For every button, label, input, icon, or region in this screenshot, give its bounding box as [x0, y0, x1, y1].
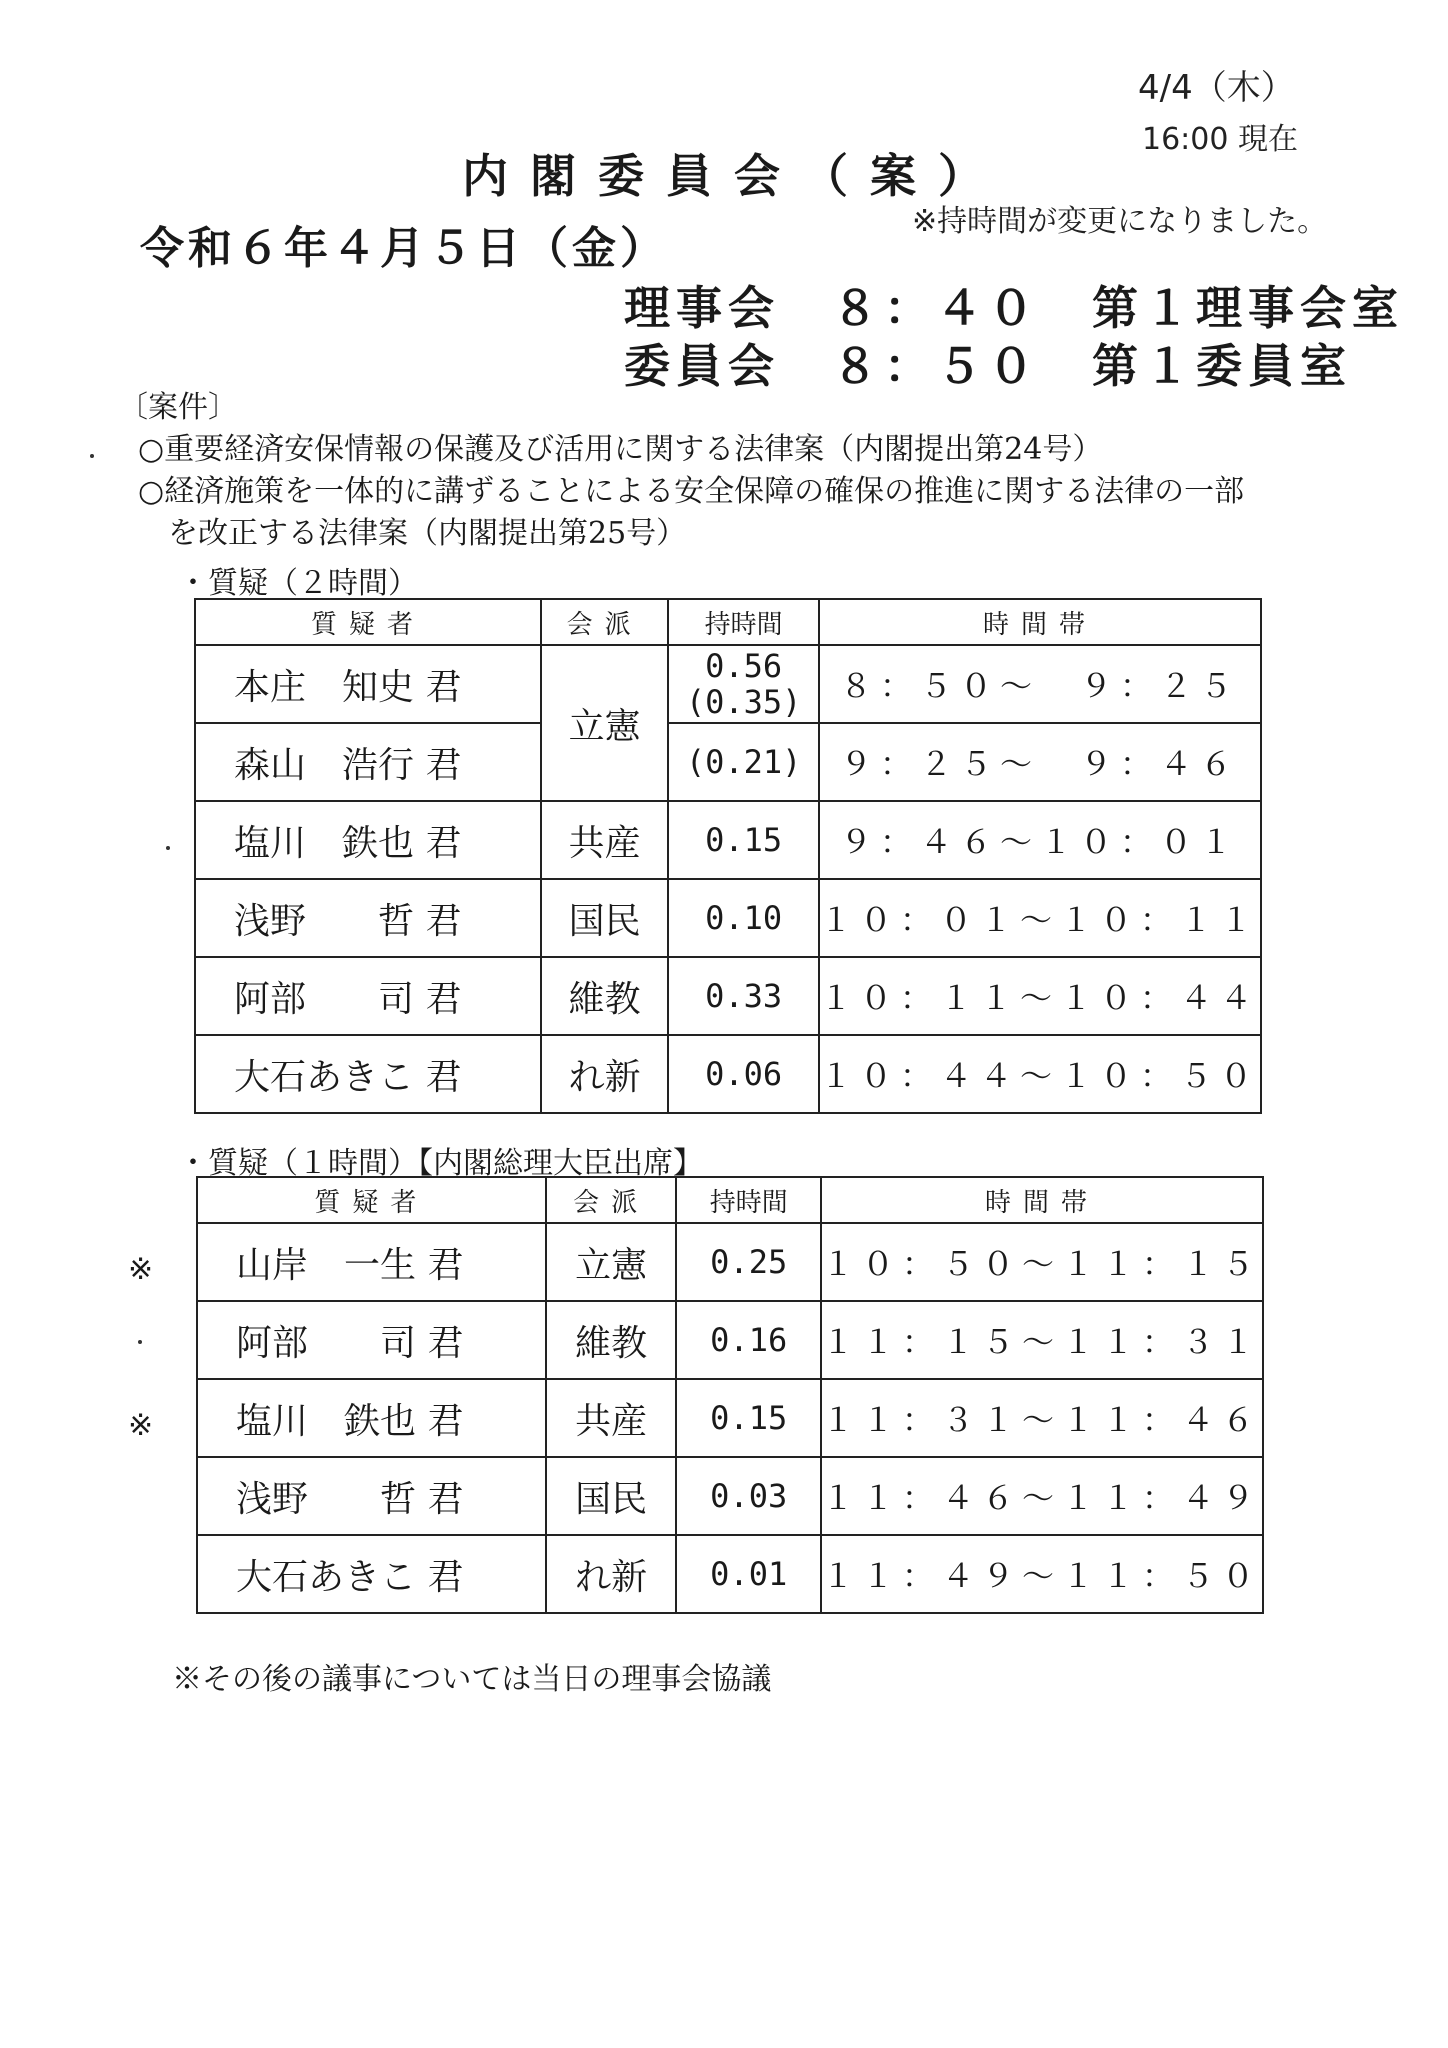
section-title-2h: ・質疑（２時間） — [178, 566, 418, 601]
table-row — [197, 1379, 1263, 1457]
table-row — [195, 1035, 1261, 1113]
questioner-name: 山岸 一生 君 — [197, 1223, 546, 1301]
header-time: 持時間 — [668, 599, 819, 645]
party-name: 共産 — [541, 801, 668, 879]
questioner-name: 浅野 哲 君 — [197, 1457, 546, 1535]
questions-table-2h — [194, 598, 1262, 1114]
party-name: 国民 — [546, 1457, 677, 1535]
handwritten-date: 4/4（木） — [1138, 68, 1295, 108]
allotted-time: (0.21) — [668, 723, 819, 801]
scan-speck — [166, 846, 170, 850]
questioner-name: 浅野 哲 君 — [195, 879, 541, 957]
table-row — [195, 957, 1261, 1035]
table-row — [197, 1457, 1263, 1535]
time-band: １１：１５～１１：３１ — [821, 1301, 1263, 1379]
header-party: 会派 — [541, 599, 668, 645]
case-item-continuation: を改正する法律案（内閣提出第25号） — [168, 516, 687, 551]
section-title-1h: ・質疑（１時間）【内閣総理大臣出席】 — [178, 1146, 703, 1181]
case-item: ○重要経済安保情報の保護及び活用に関する法律案（内閣提出第24号） — [138, 432, 1103, 467]
cases-label: 〔案件〕 — [118, 390, 238, 425]
table-row — [195, 723, 1261, 801]
allotted-time: 0.25 — [676, 1223, 821, 1301]
questioner-name: 阿部 司 君 — [197, 1301, 546, 1379]
table-header-row — [197, 1177, 1263, 1223]
time-band: １０：４４～１０：５０ — [819, 1035, 1261, 1113]
header-time: 持時間 — [676, 1177, 821, 1223]
document-title: 内閣委員会（案） — [462, 149, 1006, 203]
handwritten-time: 16:00 現在 — [1142, 122, 1298, 157]
time-band: ９：２５～ ９：４６ — [819, 723, 1261, 801]
meeting-date: 令和６年４月５日（金） — [140, 223, 668, 274]
case-item: ○経済施策を一体的に講ずることによる安全保障の確保の推進に関する法律の一部 — [138, 474, 1245, 509]
allotted-time: 0.33 — [668, 957, 819, 1035]
party-name: 国民 — [541, 879, 668, 957]
committee-meeting-line: 委員会 ８：５０ 第１委員室 — [624, 339, 1352, 393]
allotted-time-total: 0.56 — [705, 647, 783, 685]
table-row — [195, 879, 1261, 957]
change-mark: ※ — [128, 1408, 154, 1443]
party-name: れ新 — [546, 1535, 677, 1613]
allotted-time: 0.10 — [668, 879, 819, 957]
table-header-row — [195, 599, 1261, 645]
questioner-name: 塩川 鉄也 君 — [195, 801, 541, 879]
party-name: 共産 — [546, 1379, 677, 1457]
footnote: ※その後の議事については当日の理事会協議 — [172, 1662, 772, 1697]
allotted-time: 0.03 — [676, 1457, 821, 1535]
header-questioner: 質疑者 — [197, 1177, 546, 1223]
table-row — [197, 1301, 1263, 1379]
allotted-time: 0.06 — [668, 1035, 819, 1113]
time-band: １０：５０～１１：１５ — [821, 1223, 1263, 1301]
questioner-name: 大石あきこ 君 — [197, 1535, 546, 1613]
time-band: １１：４６～１１：４９ — [821, 1457, 1263, 1535]
questioner-name: 本庄 知史 君 — [195, 645, 541, 723]
scan-speck — [90, 454, 94, 458]
table-row — [195, 645, 1261, 723]
table-row — [197, 1535, 1263, 1613]
allotted-time — [668, 645, 819, 723]
time-band: １１：３１～１１：４６ — [821, 1379, 1263, 1457]
handwritten-note: ※持時間が変更になりました。 — [912, 204, 1328, 239]
party-name: 立憲 — [541, 645, 668, 801]
allotted-time: 0.15 — [668, 801, 819, 879]
table-row — [197, 1223, 1263, 1301]
header-band: 時間帯 — [819, 599, 1261, 645]
party-name: れ新 — [541, 1035, 668, 1113]
change-mark: ※ — [128, 1252, 154, 1287]
time-band: ８：５０～ ９：２５ — [819, 645, 1261, 723]
questioner-name: 阿部 司 君 — [195, 957, 541, 1035]
board-meeting-line: 理事会 ８：４０ 第１理事会室 — [624, 281, 1404, 335]
time-band: ９：４６～１０：０１ — [819, 801, 1261, 879]
time-band: １１：４９～１１：５０ — [821, 1535, 1263, 1613]
party-name: 立憲 — [546, 1223, 677, 1301]
allotted-time: 0.16 — [676, 1301, 821, 1379]
table-row — [195, 801, 1261, 879]
questioner-name: 塩川 鉄也 君 — [197, 1379, 546, 1457]
questioner-name: 森山 浩行 君 — [195, 723, 541, 801]
allotted-time: 0.15 — [676, 1379, 821, 1457]
time-band: １０：１１～１０：４４ — [819, 957, 1261, 1035]
questioner-name: 大石あきこ 君 — [195, 1035, 541, 1113]
allotted-time-sub: (0.35) — [685, 683, 802, 721]
questions-table-1h — [196, 1176, 1264, 1614]
allotted-time: 0.01 — [676, 1535, 821, 1613]
party-name: 維教 — [546, 1301, 677, 1379]
header-questioner: 質疑者 — [195, 599, 541, 645]
header-band: 時間帯 — [821, 1177, 1263, 1223]
party-name: 維教 — [541, 957, 668, 1035]
header-party: 会派 — [546, 1177, 677, 1223]
time-band: １０：０１～１０：１１ — [819, 879, 1261, 957]
scan-speck — [138, 1340, 142, 1344]
